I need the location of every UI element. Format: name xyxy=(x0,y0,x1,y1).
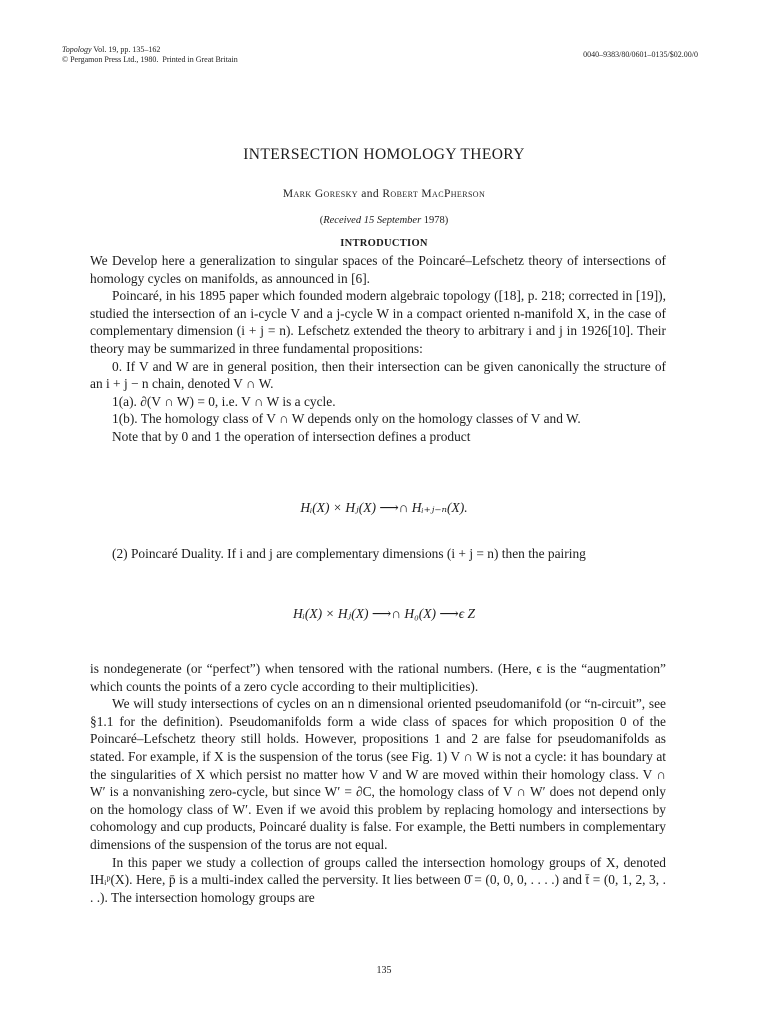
body-text-duality xyxy=(90,545,666,563)
journal-citation: Vol. 19, pp. 135–162 xyxy=(93,45,161,54)
printed-line: Printed in Great Britain xyxy=(162,55,238,64)
paragraph-note: Note that by 0 and 1 the operation of intersection defines a product xyxy=(112,428,471,444)
received-date: 15 September xyxy=(363,215,422,226)
received-line: (Received 15 September 1978) xyxy=(319,215,449,226)
section-heading: INTRODUCTION xyxy=(340,238,428,249)
proposition-1b: 1(b). The homology class of V ∩ W depends only on the homology classes of V and W. xyxy=(112,411,581,427)
paper-title: INTERSECTION HOMOLOGY THEORY xyxy=(243,146,525,163)
received-year: 1978 xyxy=(423,215,445,226)
page-number: 135 xyxy=(376,965,392,976)
equation-pairing: Hᵢ(X) × Hⱼ(X) ⟶∩ H₀(X) ⟶ϵ Z xyxy=(292,606,476,621)
publisher-line: © Pergamon Press Ltd., 1980. xyxy=(62,55,159,64)
paragraph-pseudomanifold: We will study intersections of cycles on an n dimensional oriented pseudomanifold (or “n-circuit”, see §1.1 for the definition). Pseudomanifolds form a wide class of spaces for which proposition 0 of the Poincaré–Lefschetz theory still holds. However, propositions 1 and 2 are false for pseudomanifolds as stated. For example, if X is the suspension of the torus (see Fig. 1) V ∩ W is not a cycle: it has boundary at the singularities of X which persist no matter how V and W are moved within their homology class. V ∩ W′ is a nonvanishing zero-cycle, but since W′ = ∂C, the homology class of V ∩ W′ does not depend only on the homology class of W′. Even if we avoid this problem by replacing homology and intersections by cohomology and cup products, Poincaré duality is false. For example, the Betti numbers in complementary dimensions of the suspension of the torus are not equal. xyxy=(90,696,666,852)
paragraph-poincare-duality: (2) Poincaré Duality. If i and j are complementary dimensions (i + j = n) then the pairing xyxy=(112,546,586,561)
body-text-top xyxy=(90,252,666,446)
paragraph-2: Poincaré, in his 1895 paper which founded modern algebraic topology ([18], p. 218; corrected in [19]), studied the intersection of an i-cycle V and a j-cycle W in a compact oriented n-manifold X, in the case of complementary dimension (i + j = n). Lefschetz extended the theory to arbitrary i and j in 1926[10]. Their theory may be summarized in three fundamental propositions: xyxy=(90,288,666,356)
received-label: Received xyxy=(323,215,362,226)
running-header-left xyxy=(62,45,238,65)
author-macpherson: Robert MacPherson xyxy=(382,188,486,200)
author-line xyxy=(0,188,768,200)
proposition-1a: 1(a). ∂(V ∩ W) = 0, i.e. V ∩ W is a cycle. xyxy=(112,393,336,409)
paragraph-nondegenerate: is nondegenerate (or “perfect”) when tensored with the rational numbers. (Here, ϵ is the “augmentation” which counts the points of a zero cycle according to their multiplicities). xyxy=(90,661,666,694)
article-code: 0040–9383/80/0601–0135/$02.00/0 xyxy=(583,50,698,59)
paragraph-intersection-homology: In this paper we study a collection of groups called the intersection homology groups of X, denoted IHᵢᵖ(X). Here, p̄ is a multi-index called the perversity. It lies between 0̄ = (0, 0, 0, . . . .) and t̄ = (0, 1, 2, 3, . . .). The intersection homology groups are xyxy=(90,854,666,905)
author-conjunction: and xyxy=(361,188,380,200)
equation-product: Hᵢ(X) × Hⱼ(X) ⟶∩ Hᵢ₊ⱼ₋ₙ(X). xyxy=(300,500,468,515)
proposition-0: 0. If V and W are in general position, then their intersection can be given canonically the structure of an i + j − n chain, denoted V ∩ W. xyxy=(90,358,666,392)
author-goresky: Mark Goresky xyxy=(282,188,358,200)
body-text-bottom xyxy=(90,660,666,906)
paragraph-1: We Develop here a generalization to singular spaces of the Poincaré–Lefschetz theory of intersections of homology cycles on manifolds, as announced in [6]. xyxy=(90,253,666,286)
running-header-right xyxy=(583,50,698,60)
journal-name: Topology xyxy=(62,45,92,54)
